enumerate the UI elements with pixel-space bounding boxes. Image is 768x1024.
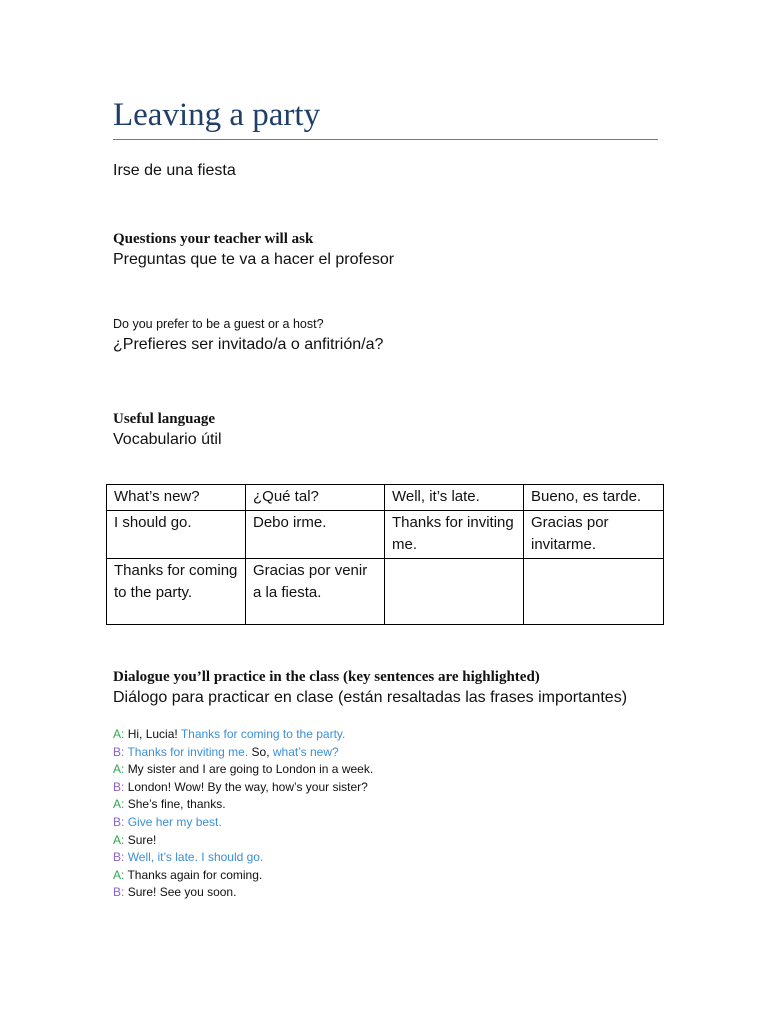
highlighted-phrase: Well, it’s late. I should go. [127, 850, 264, 865]
speaker-label: B: [113, 814, 125, 829]
dialogue-heading: Dialogue you’ll practice in the class (key sentences are highlighted) [113, 669, 540, 685]
questions-heading: Questions your teacher will ask [113, 231, 314, 247]
dialogue-text: So, [248, 744, 273, 759]
dialogue-text: Sure! [127, 832, 157, 847]
table-cell: Thanks for coming to the party. [107, 559, 246, 625]
page-title: Leaving a party [113, 97, 321, 133]
speaker-label: B: [113, 850, 125, 865]
table-row [107, 485, 664, 511]
dialogue-list [113, 726, 373, 902]
dialogue-line [113, 726, 373, 744]
highlighted-phrase: what’s new? [272, 744, 339, 759]
speaker-label: B: [113, 744, 125, 759]
table-cell: Gracias por invitarme. [524, 511, 664, 559]
table-row [107, 511, 664, 559]
dialogue-line [113, 814, 373, 832]
table-row [107, 559, 664, 625]
dialogue-text: My sister and I are going to London in a week. [127, 762, 374, 777]
dialogue-line [113, 832, 373, 850]
speaker-label: A: [113, 832, 125, 847]
table-cell: Debo irme. [246, 511, 385, 559]
dialogue-text: Sure! See you soon. [127, 885, 237, 900]
dialogue-line [113, 849, 373, 867]
dialogue-heading-spanish: Diálogo para practicar en clase (están resaltadas las frases importantes) [113, 689, 628, 706]
table-cell: What’s new? [107, 485, 246, 511]
speaker-label: B: [113, 779, 125, 794]
dialogue-text: Thanks again for coming. [127, 867, 263, 882]
speaker-label: A: [113, 867, 125, 882]
dialogue-line [113, 779, 373, 797]
dialogue-line [113, 796, 373, 814]
dialogue-line [113, 884, 373, 902]
table-cell: I should go. [107, 511, 246, 559]
question-spanish: ¿Prefieres ser invitado/a o anfitrión/a? [113, 336, 384, 353]
table-cell [524, 559, 664, 625]
highlighted-phrase: Thanks for inviting me. [127, 744, 249, 759]
table-cell: Thanks for inviting me. [385, 511, 524, 559]
dialogue-text: She’s fine, thanks. [127, 797, 226, 812]
table-cell [385, 559, 524, 625]
speaker-label: B: [113, 885, 125, 900]
speaker-label: A: [113, 727, 125, 741]
vocabulary-table [106, 484, 664, 625]
dialogue-line [113, 761, 373, 779]
page-subtitle: Irse de una fiesta [113, 162, 236, 179]
speaker-label: A: [113, 797, 125, 812]
highlighted-phrase: Thanks for coming to the party. [180, 727, 346, 741]
dialogue-line [113, 867, 373, 885]
useful-language-heading: Useful language [113, 411, 216, 427]
speaker-label: A: [113, 762, 125, 777]
question-english: Do you prefer to be a guest or a host? [113, 317, 324, 331]
questions-heading-spanish: Preguntas que te va a hacer el profesor [113, 251, 395, 268]
table-cell: Well, it’s late. [385, 485, 524, 511]
table-cell: Bueno, es tarde. [524, 485, 664, 511]
title-underline [113, 139, 658, 140]
useful-language-heading-spanish: Vocabulario útil [113, 431, 222, 448]
table-cell: ¿Qué tal? [246, 485, 385, 511]
table-cell: Gracias por venir a la fiesta. [246, 559, 385, 625]
dialogue-line [113, 744, 373, 762]
dialogue-text: London! Wow! By the way, how’s your sister? [127, 779, 368, 794]
highlighted-phrase: Give her my best. [127, 814, 222, 829]
dialogue-text: Hi, Lucia! [127, 727, 181, 741]
